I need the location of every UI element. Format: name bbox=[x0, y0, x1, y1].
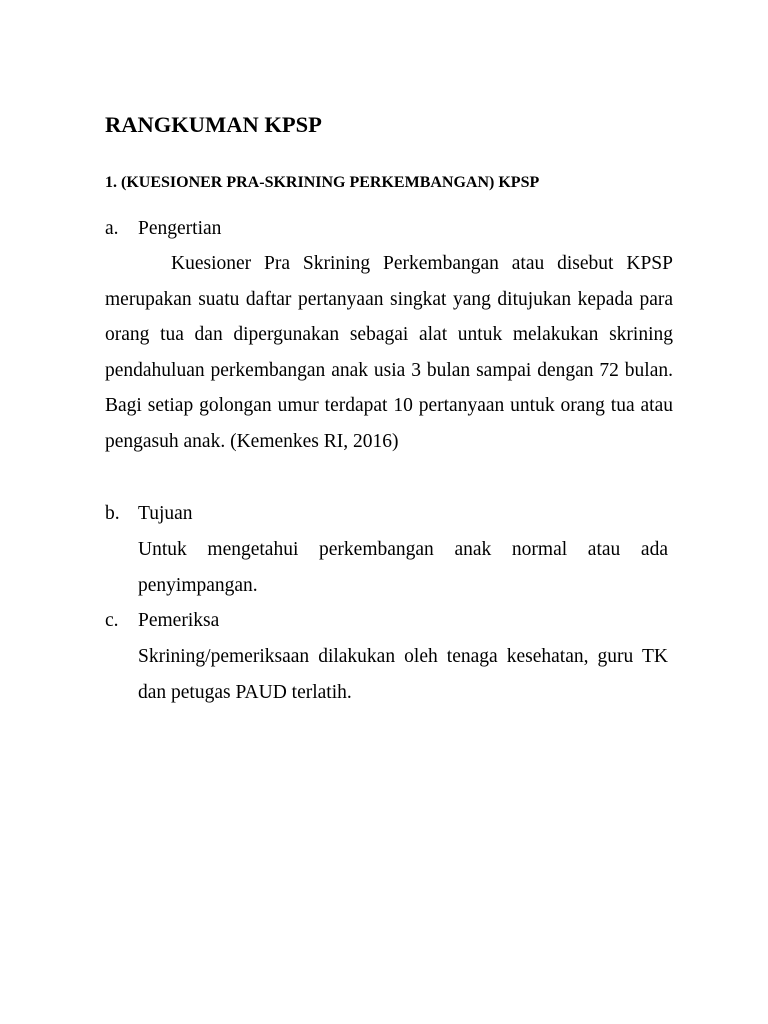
list-marker: a. bbox=[105, 218, 119, 239]
document-title: RANGKUMAN KPSP bbox=[105, 112, 322, 137]
section-heading: 1. (KUESIONER PRA-SKRINING PERKEMBANGAN) KPSP bbox=[105, 174, 540, 191]
list-marker: c. bbox=[105, 610, 119, 631]
list-item-label: Pemeriksa bbox=[138, 610, 220, 631]
pengertian-paragraph: Kuesioner Pra Skrining Perkembangan atau disebut KPSP merupakan suatu daftar pertanyaan singkat yang ditujukan kepada para orang tua dan dipergunakan sebagai alat untuk melakukan skrining pendahuluan perkembangan anak usia 3 bulan sampai dengan 72 bulan. Bagi setiap golongan umur terdapat 10 pertanyaan untuk orang tua atau pengasuh anak. (Kemenkes RI, 2016) bbox=[105, 253, 673, 452]
list-item-label: Tujuan bbox=[138, 503, 193, 524]
list-marker: b. bbox=[105, 503, 120, 524]
tujuan-paragraph: Untuk mengetahui perkembangan anak normal atau ada penyimpangan. bbox=[138, 539, 668, 596]
list-item-label: Pengertian bbox=[138, 218, 222, 239]
pemeriksa-paragraph: Skrining/pemeriksaan dilakukan oleh tenaga kesehatan, guru TK dan petugas PAUD terlatih. bbox=[138, 646, 668, 703]
